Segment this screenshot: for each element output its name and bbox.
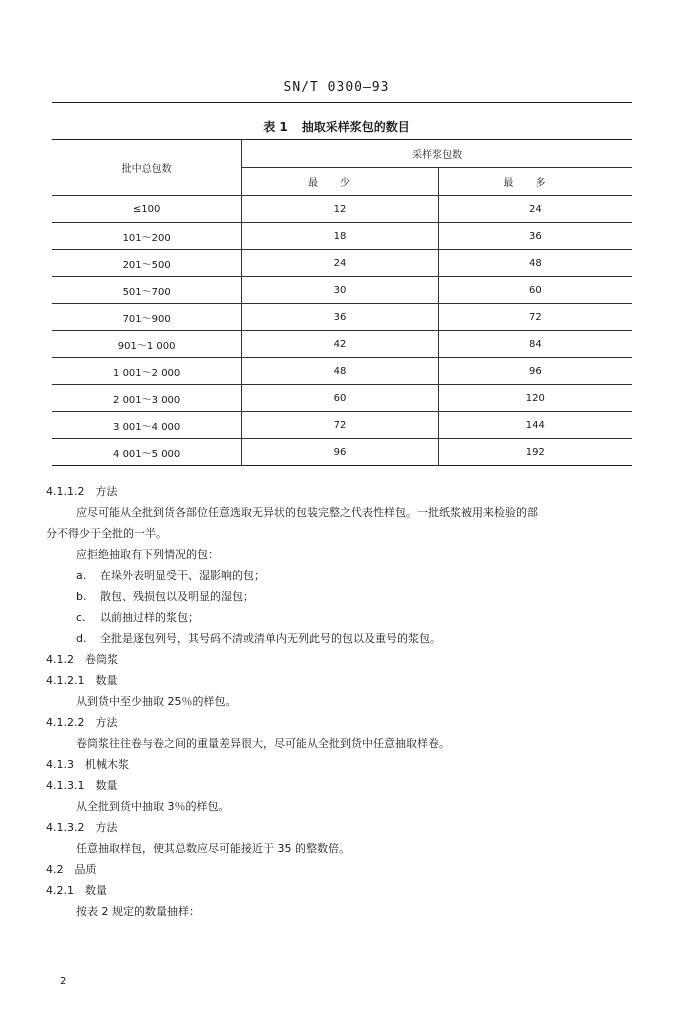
list-item <box>76 589 254 605</box>
list-item <box>76 610 199 626</box>
column-header-min: 最少 <box>242 168 438 196</box>
list-item-text: 散包、残损包以及明显的湿包； <box>100 590 254 603</box>
table-row <box>52 304 632 331</box>
section-heading-4-1-2-1: 4.1.2.1 数量 <box>46 674 118 687</box>
table-title: 抽取采样浆包的数目 <box>301 120 410 134</box>
cell-lot: 701～900 <box>52 304 242 331</box>
section-heading-4-1-2: 4.1.2 卷筒浆 <box>46 653 118 666</box>
list-item-text: 在垛外表明显受干、湿影响的包； <box>100 569 265 582</box>
cell-min: 96 <box>242 439 438 466</box>
cell-max: 60 <box>438 277 632 304</box>
paragraph-roll-method: 卷筒浆往往卷与卷之间的重量差异很大，尽可能从全批到货中任意抽取样卷。 <box>76 737 450 750</box>
cell-max: 72 <box>438 304 632 331</box>
paragraph-mechanical-quantity: 从全批到货中抽取 3％的样包。 <box>76 800 230 813</box>
table-row <box>52 196 632 223</box>
cell-lot: 201～500 <box>52 250 242 277</box>
list-item-label: b. <box>76 590 87 603</box>
list-item-label: d. <box>76 632 87 645</box>
table-row <box>52 412 632 439</box>
sampling-table <box>52 139 632 466</box>
cell-min: 60 <box>242 385 438 412</box>
table-caption <box>0 118 673 135</box>
cell-max: 192 <box>438 439 632 466</box>
cell-lot: 2 001～3 000 <box>52 385 242 412</box>
header-rule <box>52 102 632 103</box>
section-heading-4-1-3-2: 4.1.3.2 方法 <box>46 821 118 834</box>
section-heading-4-1-1-2: 4.1.1.2 方法 <box>46 485 118 498</box>
paragraph-mechanical-method: 任意抽取样包，使其总数应尽可能接近于 35 的整数倍。 <box>76 842 350 855</box>
cell-min: 24 <box>242 250 438 277</box>
cell-min: 42 <box>242 331 438 358</box>
standard-number-header: SN/T 0300—93 <box>283 80 390 95</box>
cell-max: 84 <box>438 331 632 358</box>
column-header-lot-size: 批中总包数 <box>52 140 242 196</box>
list-item-text: 以前抽过样的浆包； <box>100 611 199 624</box>
cell-min: 48 <box>242 358 438 385</box>
cell-min: 18 <box>242 223 438 250</box>
cell-lot: 4 001～5 000 <box>52 439 242 466</box>
cell-max: 24 <box>438 196 632 223</box>
list-item <box>76 568 265 584</box>
cell-max: 36 <box>438 223 632 250</box>
paragraph-selection-line1: 应尽可能从全批到货各部位任意选取无异状的包装完整之代表性样包。一批纸浆被用来检验的部 <box>76 506 538 519</box>
table-row <box>52 223 632 250</box>
cell-lot: 3 001～4 000 <box>52 412 242 439</box>
table-row <box>52 277 632 304</box>
table-row <box>52 331 632 358</box>
table-row <box>52 250 632 277</box>
cell-lot: 101～200 <box>52 223 242 250</box>
cell-lot: 501～700 <box>52 277 242 304</box>
cell-min: 12 <box>242 196 438 223</box>
table-label: 表 1 <box>263 120 288 134</box>
table-row <box>52 439 632 466</box>
section-heading-4-2-1: 4.2.1 数量 <box>46 884 107 897</box>
table-row <box>52 358 632 385</box>
cell-min: 30 <box>242 277 438 304</box>
cell-max: 144 <box>438 412 632 439</box>
cell-lot: 1 001～2 000 <box>52 358 242 385</box>
cell-min: 36 <box>242 304 438 331</box>
list-item <box>76 631 441 647</box>
column-header-sample-count: 采样浆包数 <box>242 140 632 168</box>
table-row <box>52 385 632 412</box>
section-heading-4-1-2-2: 4.1.2.2 方法 <box>46 716 118 729</box>
cell-max: 120 <box>438 385 632 412</box>
column-header-max: 最多 <box>438 168 632 196</box>
cell-max: 96 <box>438 358 632 385</box>
paragraph-roll-quantity: 从到货中至少抽取 25％的样包。 <box>76 695 237 708</box>
page-number: 2 <box>60 976 67 987</box>
list-item-label: c. <box>76 611 86 624</box>
list-item-label: a. <box>76 569 87 582</box>
list-item-text: 全批是逐包列号，其号码不清或清单内无列此号的包以及重号的浆包。 <box>100 632 441 645</box>
paragraph-selection-line2: 分不得少于全批的一半。 <box>46 527 167 540</box>
paragraph-quality-quantity: 按表 2 规定的数量抽样： <box>76 905 200 918</box>
cell-lot: ≤100 <box>52 196 242 223</box>
cell-lot: 901～1 000 <box>52 331 242 358</box>
cell-min: 72 <box>242 412 438 439</box>
section-heading-4-1-3: 4.1.3 机械木浆 <box>46 758 129 771</box>
paragraph-reject-intro: 应拒绝抽取有下列情况的包： <box>76 548 219 561</box>
section-heading-4-1-3-1: 4.1.3.1 数量 <box>46 779 118 792</box>
cell-max: 48 <box>438 250 632 277</box>
section-heading-4-2: 4.2 品质 <box>46 863 97 876</box>
